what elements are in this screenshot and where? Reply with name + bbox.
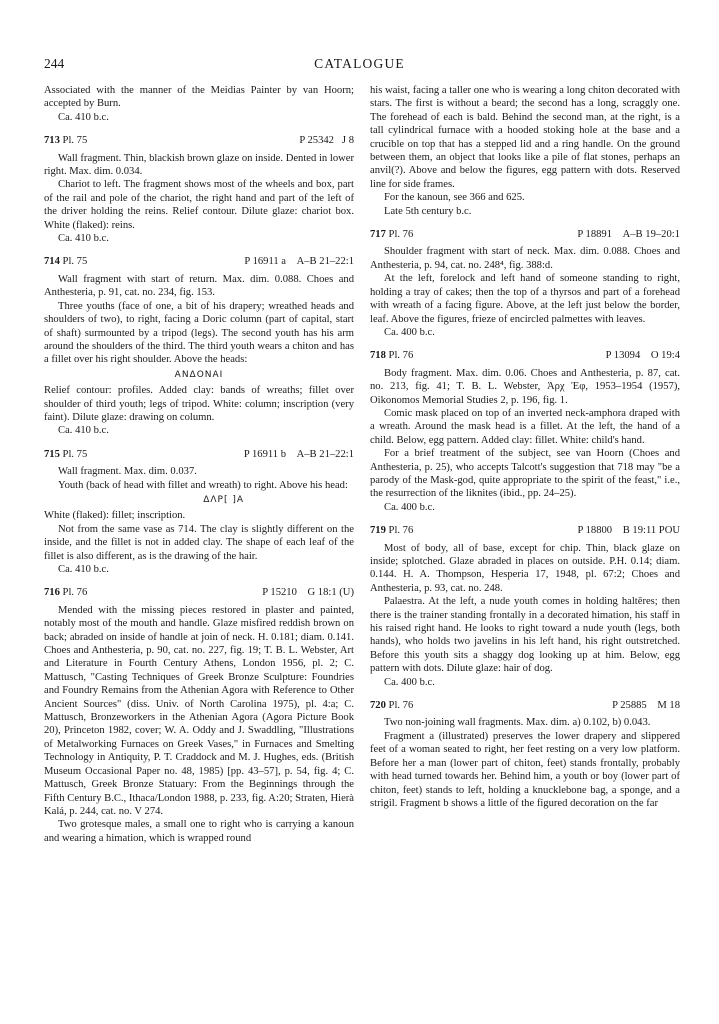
entry-714-inscription: ΑΝΔΟΝΑΙ [174, 369, 224, 380]
entry-719-subject: Palaestra. At the left, a nude youth comes in holding haltēres; then there is the trainer standing frontally in a decorated himation, his staff in his raised right hand. He looks to right toward a nude youth (legs, both hands), who holds two javelins in his left hand, his right outstretched. Before this youth sits a shaggy dog looking up at him. Below, egg pattern with dots. Dilute glaze: hair of dog. [370, 596, 680, 675]
entry-718-description: Body fragment. Max. dim. 0.06. Choes and Anthesteria, p. 87, cat. no. 213, fig. 41; T. B. L. Webster, Ἀρχ Ἐφ, 1953–1954 (1957), Oikonomos Memorial Studies 2, p. 196, fig. 1. [370, 367, 680, 406]
entry-713-subject: Chariot to left. The fragment shows most of the wheels and box, part of the rail and pole of the chariot, the right hand and part of the left of the driver holding the reins. Relief contour. Dilute glaze: chariot box. White (flaked): reins. [44, 179, 354, 231]
entry-716-subject-continued: his waist, facing a taller one who is wearing a long chiton decorated with stars. The first is without a beard; the second has a long, scraggly one. The forehead of each is bald. Behind the second man, at the right, is a tall cylindrical furnace with a hooded stoking hole at the base and a crucible on top that has a stepped lid and a ring handle. On the ground between them, an object that looks like a pile of flat stones, perhaps an anvil(?). Above and below the figures, egg pattern with dots. Reserved line for side frames. [370, 85, 680, 190]
entry-number: 713 [44, 135, 60, 147]
page-number: 244 [44, 56, 65, 71]
entry-714-description: Wall fragment with start of return. Max. dim. 0.088. Choes and Anthesteria, p. 91, cat. no. 234, fig. 153. [44, 273, 354, 299]
plate-ref: Pl. 75 [62, 256, 88, 268]
inventory-number: P 15210 [262, 587, 297, 599]
inventory-number: P 16911 a [244, 256, 287, 268]
entry-714-subject: Three youths (face of one, a bit of his drapery; wreathed heads and shoulders of two), to right, facing a Doric column (part of capital, start of shaft) surmounted by a tripod (legs). The second youth has his arm around the shoulders of the third. The third youth wears a chiton and has a fillet over his right shoulder. Above the heads: [44, 300, 354, 366]
grid-ref: O 19:4 [650, 350, 680, 362]
intro-text: Associated with the manner of the Meidias Painter by van Hoorn; accepted by Burn. [44, 85, 354, 110]
plate-ref: Pl. 76 [62, 587, 88, 599]
entry-715-inscription: ΔΛΡ[ ]Α [203, 494, 244, 505]
entry-714-header [44, 255, 354, 268]
grid-ref: A–B 19–20:1 [622, 229, 680, 241]
entry-716-subject: Two grotesque males, a small one to right who is carrying a kanoun and wearing a himation, which is wrapped round [44, 819, 354, 844]
inventory-number: P 18891 [577, 229, 613, 241]
entry-713-description: Wall fragment. Thin, blackish brown glaze on inside. Dented in lower right. Max. dim. 0.034. [44, 152, 354, 178]
entry-718-subject: Comic mask placed on top of an inverted neck-amphora draped with a wreath. Around the mask head is a fillet. At the left, the hand of a child. Below, egg pattern. Added clay: fillet. White: child's hand. [370, 407, 680, 446]
entry-715-date: Ca. 410 b.c. [58, 564, 109, 575]
entry-713-header [44, 134, 354, 147]
right-column [370, 84, 680, 810]
entry-717-description: Shoulder fragment with start of neck. Max. dim. 0.088. Choes and Anthesteria, p. 94, cat. no. 248⁴, fig. 388:d. [370, 246, 680, 271]
entry-718-header [370, 349, 680, 362]
grid-ref: M 18 [657, 700, 680, 712]
entry-716-description: Mended with the missing pieces restored in plaster and painted, notably most of the mouth and handle. Glaze misfired reddish brown on back; abraded on inside of handle at join of neck. H. 0.181; diam. 0.141. Choes and Anthesteria, p. 90, cat. no. 227, fig. 19; T. B. L. Webster, Art and Literature in Fourth Century Athens, London 1956, pl. 2; C. Mattusch, "Casting Techniques of Greek Bronze Sculpture: Foundries and Foundry Remains from the Athenian Agora with Reference to Other Ancient Sources" (diss. Univ. of North Carolina 1975), pl. 4:a; C. Mattusch, Bronzeworkers in the Athenian Agora (Agora Picture Book 20), Princeton 1982, cover; W. A. Oddy and J. Swaddling, "Illustrations of Metalworking Furnaces on Greek Vases," in Furnaces and Smelting Technology in Antiquity, P. T. Craddock and M. J. Hughes, eds. (British Museum Occasional Paper no. 48, 1985) [pp. 43–57], p. 54, fig. 4; C. Mattusch, Greek Bronze Statuary: From the Beginnings through the Fifth Century B.C., Ithaca/London 1988, p. 233, fig. A:20; Straten, Hierà Kalá, p. 244, cat. no. V 274. [44, 604, 354, 817]
entry-715-comment: Not from the same vase as 714. The clay is slightly different on the inside, and the fillet is not in added clay. The shape of each leaf of the fillet is also different, as is the drawing of the hair. [44, 523, 354, 562]
entry-714-technique: Relief contour: profiles. Added clay: bands of wreaths; fillet over shoulder of third youth; legs of tripod. White: column; inscription (very faint). Dilute glaze: drawing on column. [44, 385, 354, 423]
entry-716-header [44, 586, 354, 599]
plate-ref: Pl. 75 [62, 448, 88, 460]
grid-ref: J 8 [341, 135, 354, 147]
grid-ref: A–B 21–22:1 [296, 256, 354, 268]
inventory-number: P 16911 b [243, 448, 287, 460]
entry-717-header [370, 228, 680, 241]
entry-718-comment: For a brief treatment of the subject, see van Hoorn (Choes and Anthesteria, p. 25), who accepts Talcott's suggestion that 718 may "be a parody of the Mask-god, quite appropriate to the spirit of the feast," i.e., the resurrection of the liknites (ibid., pp. 24–25). [370, 448, 680, 500]
inventory-number: P 18800 [577, 525, 613, 537]
inventory-number: P 25885 [612, 700, 647, 712]
entry-number: 717 [370, 229, 386, 241]
grid-ref: A–B 21–22:1 [296, 448, 354, 460]
plate-ref: Pl. 76 [388, 350, 414, 362]
entry-715-subject: Youth (back of head with fillet and wreath) to right. Above his head: [58, 479, 348, 491]
grid-ref: B 19:11 POU [622, 525, 680, 537]
plate-ref: Pl. 76 [388, 700, 414, 712]
entry-number: 715 [44, 448, 60, 460]
inventory-number: P 13094 [605, 350, 641, 362]
entry-717-subject: At the left, forelock and left hand of someone standing to right, holding a tray of cakes; then the top of a thyrsos and part of a forehead with wreath of a facing figure. Above, at the left just below the border, leaf. Above the figures, frieze of encircled palmettes with leaves. [370, 273, 680, 325]
plate-ref: Pl. 76 [388, 229, 414, 241]
entry-719-header [370, 524, 680, 537]
intro-date: Ca. 410 b.c. [58, 111, 109, 123]
entry-number: 718 [370, 350, 386, 362]
entry-720-description: Two non-joining wall fragments. Max. dim. a) 0.102, b) 0.043. [384, 717, 651, 729]
entry-number: 716 [44, 587, 60, 599]
running-head: CATALOGUE [314, 56, 405, 71]
entry-715-technique: White (flaked): fillet; inscription. [44, 510, 186, 522]
inventory-number: P 25342 [299, 135, 334, 147]
entry-715-description: Wall fragment. Max. dim. 0.037. [58, 466, 197, 478]
plate-ref: Pl. 75 [62, 135, 88, 147]
entry-719-date: Ca. 400 b.c. [384, 676, 435, 688]
entry-716-kanoun-note: For the kanoun, see 366 and 625. [384, 192, 525, 204]
entry-720-subject: Fragment a (illustrated) preserves the lower drapery and slippered feet of a woman seated to right, her feet resting on a very low platform. Before her a man (lower part of chiton, feet) stands frontally, probably with head turned towards her. Behind him, a youth or boy (lower part of chiton, feet) stands to left, holding a knucklebone bag, a sponge, and a strigil. Fragment b shows a little of the figured decoration on the far [370, 730, 680, 809]
entry-717-date: Ca. 400 b.c. [384, 326, 435, 338]
entry-714-date: Ca. 410 b.c. [58, 425, 109, 437]
entry-number: 720 [370, 700, 386, 712]
entry-713-date: Ca. 410 b.c. [58, 233, 109, 245]
entry-715-header [44, 448, 354, 461]
entry-719-description: Most of body, all of base, except for chip. Thin, black glaze on inside; splotched. Glaze abraded in places on outside. P.H. 0.14; diam. 0.144. H. A. Thompson, Hesperia 17, 1948, pl. 67:2; Choes and Anthesteria, p. 93, cat. no. 248. [370, 542, 680, 594]
entry-number: 714 [44, 256, 60, 268]
entry-718-date: Ca. 400 b.c. [384, 501, 435, 513]
grid-ref: G 18:1 (U) [307, 587, 354, 599]
plate-ref: Pl. 76 [388, 525, 414, 537]
entry-720-header [370, 699, 680, 712]
entry-number: 719 [370, 525, 386, 537]
left-column [44, 84, 354, 845]
entry-716-date: Late 5th century b.c. [384, 205, 472, 217]
